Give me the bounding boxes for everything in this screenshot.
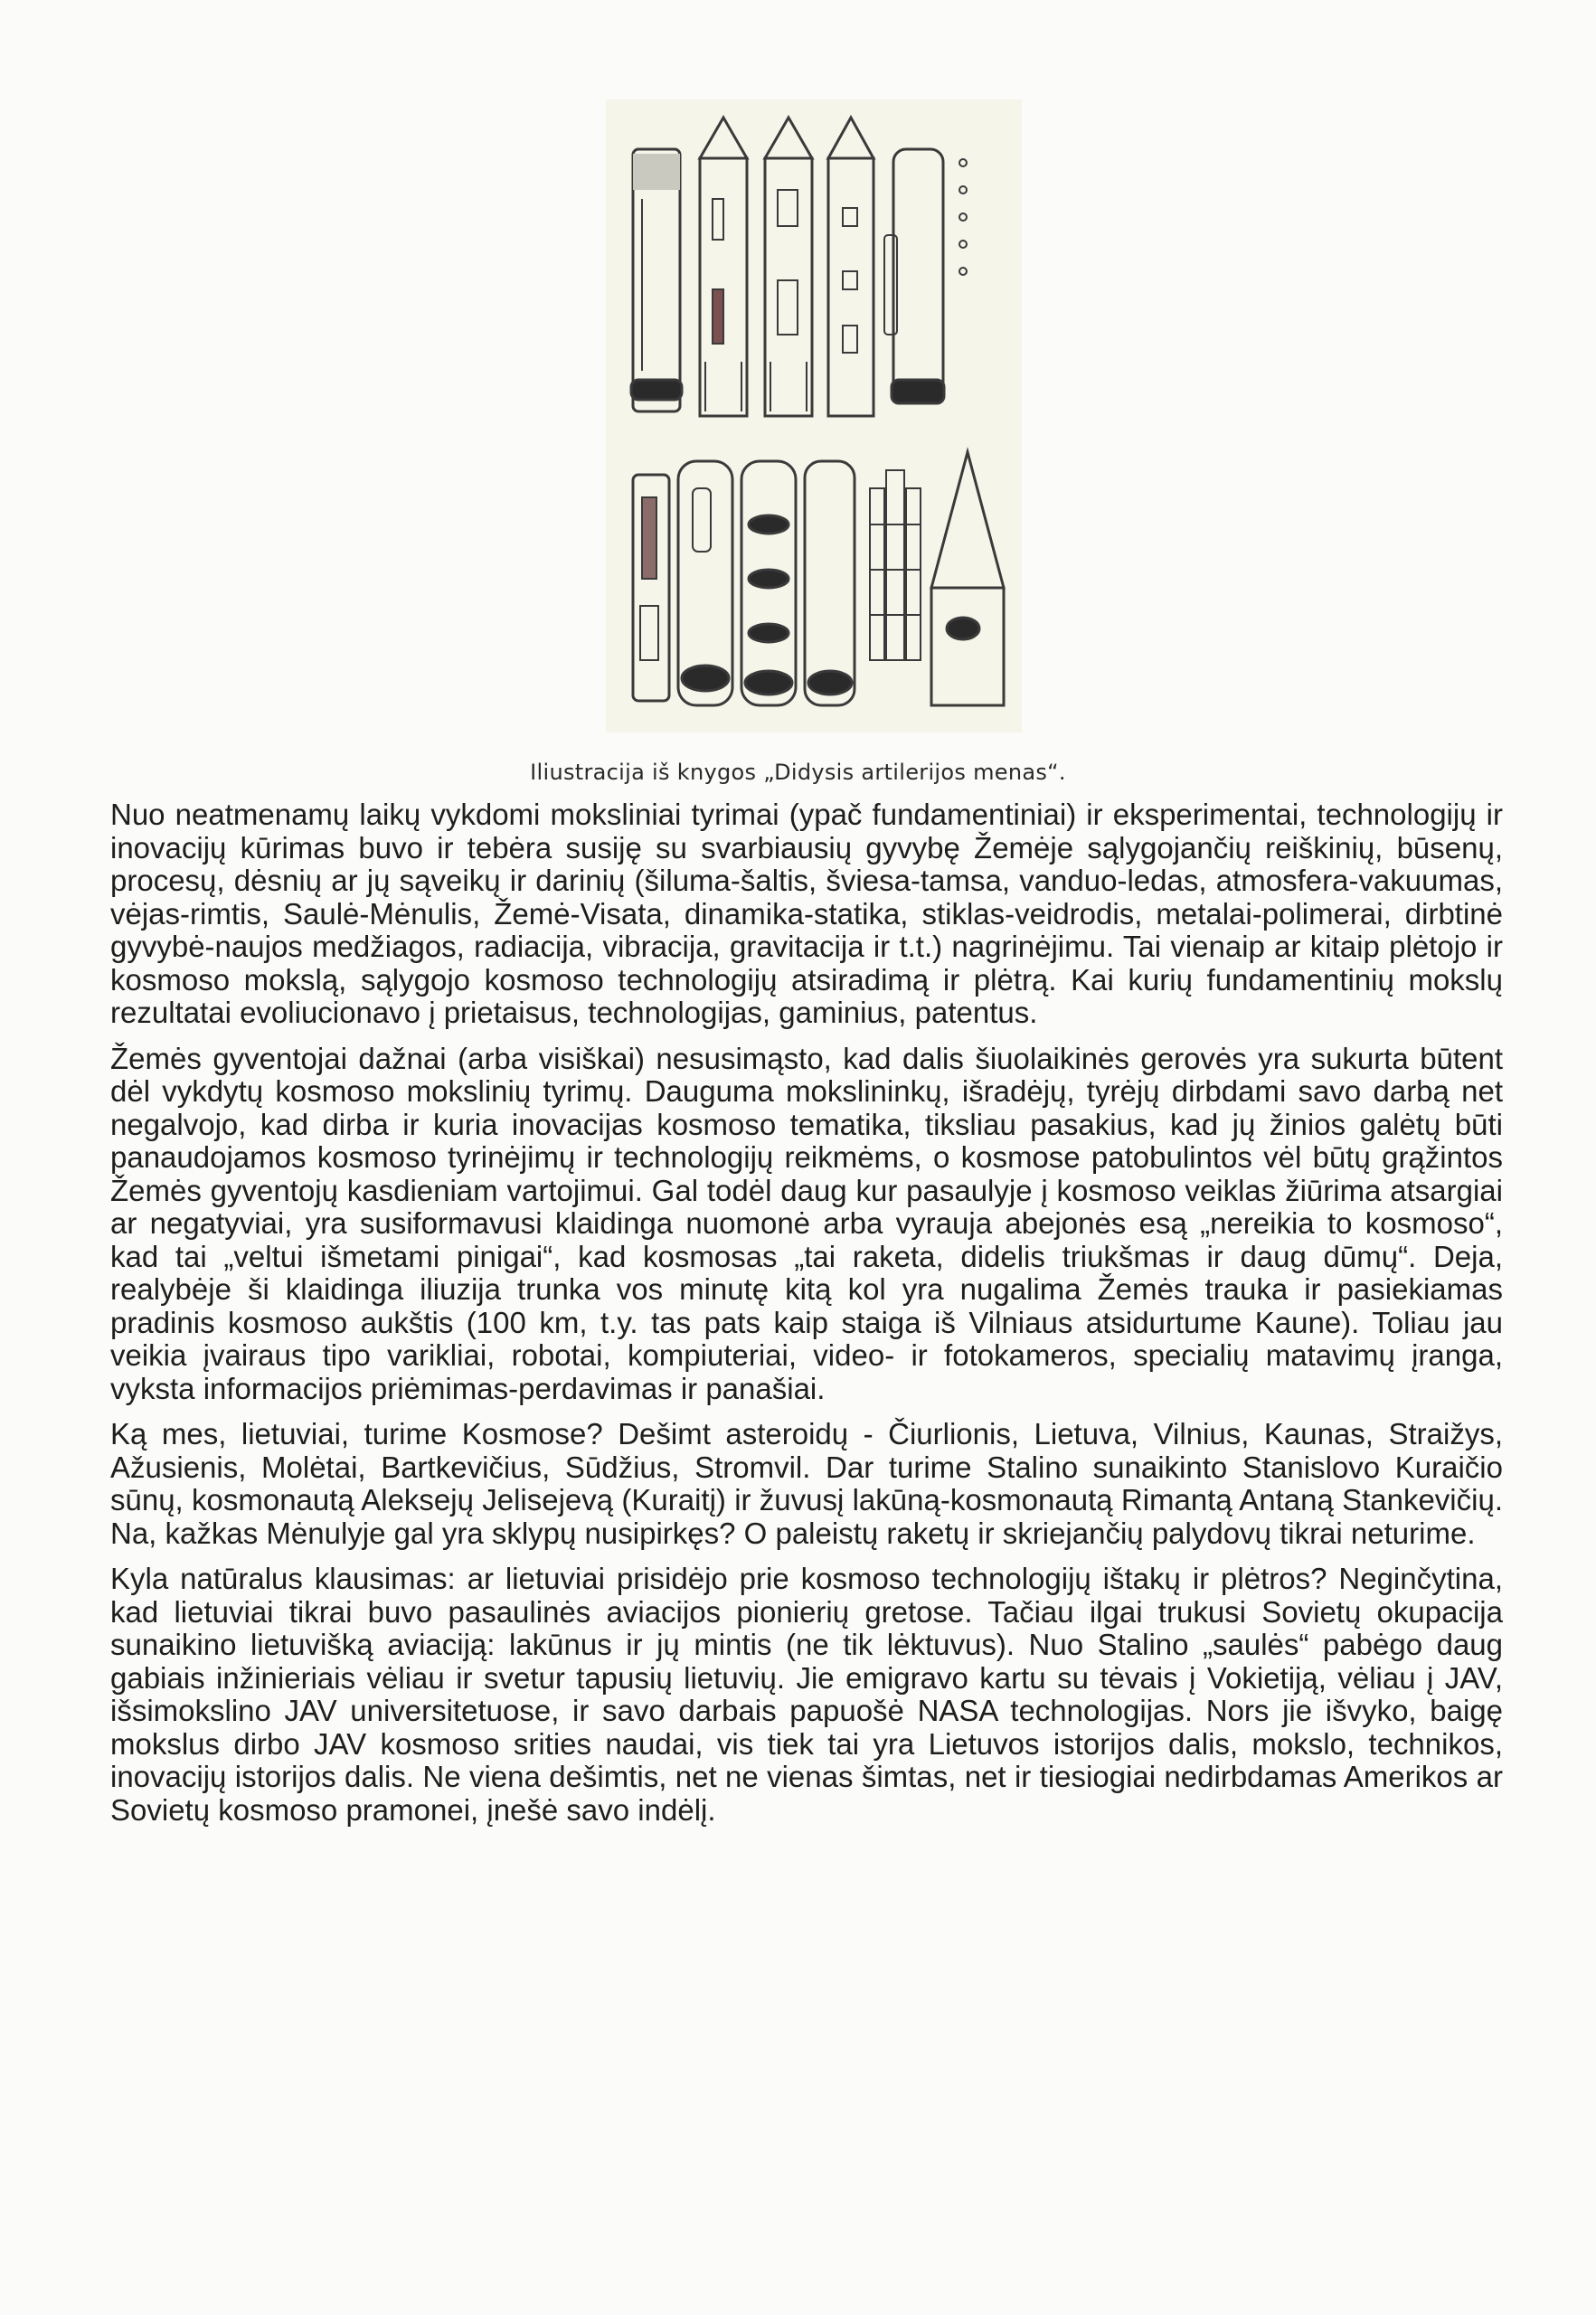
paragraph: Nuo neatmenamų laikų vykdomi moksliniai tyrimai (ypač fundamentiniai) ir eksperimentai, technologijų ir inovacijų kūrimas buvo ir tebėra susiję su svarbiausių gyvybę Žemėje sąlygojančių reiškinių, būsenų, procesų, dėsnių ar jų sąveikų ir darinių (šiluma-šaltis, šviesa-tamsa, vanduo-ledas, atmosfera-vakuumas, vėjas-rimtis, Saulė-Mėnulis, Žemė-Visata, dinamika-statika, stiklas-veidrodis, metalai-polimerai, dirbtinė gyvybė-naujos medžiagos, radiacija, vibracija, gravitacija ir t.t.) nagrinėjimu. Tai vienaip ar kitaip plėtojo ir kosmoso mokslą, sąlygojo kosmoso technologijų atsiradimą ir plėtrą. Kai kurių fundamentinių mokslų rezultatai evoliucionavo į prietaisus, technologijas, gaminius, patentus. — [110, 798, 1503, 1029]
paragraph: Kyla natūralus klausimas: ar lietuviai prisidėjo prie kosmoso technologijų ištakų ir plėtros? Neginčytina, kad lietuviai tikrai buvo pasaulinės aviacijos pionierių gretose. Tačiau ilgai trukusi Sovietų okupacija sunaikino lietuvišką aviaciją: lakūnus ir jų mintis (ne tik lėktuvus). Nuo Stalino „saulės“ pabėgo daug gabiais inžinieriais vėliau ir svetur tapusių lietuvių. Jie emigravo kartu su tėvais į Vokietiją, vėliau į JAV, išsimokslino JAV universitetuose, ir savo darbais papuošė NASA technologijas. Nors jie išvyko, baigę mokslus dirbo JAV kosmoso srities naudai, vis tiek tai yra Lietuvos istorijos dalis, mokslo, technikos, inovacijų istorijos dalis. Ne viena dešimtis, net ne vienas šimtas, net ir tiesiogiai nedirbdamas Amerikos ar Sovietų kosmoso pramonei, įnešė savo indėlį. — [110, 1562, 1503, 1827]
rocket-illustration — [606, 99, 1022, 732]
paragraph: Žemės gyventojai dažnai (arba visiškai) nesusimąsto, kad dalis šiuolaikinės gerovės yra sukurta būtent dėl vykdytų kosmoso mokslinių tyrimų. Dauguma mokslininkų, išradėjų, tyrėjų dirbdami savo darbą net negalvojo, kad dirba ir kuria inovacijas kosmoso tematika, tiksliau pasakius, kad jų žinios galėtų būti panaudojamos kosmoso tyrinėjimų ir technologijų reikmėms, o kosmose patobulintos vėl būtų grąžintos Žemės gyventojų kasdieniam vartojimui. Gal todėl daug kur pasaulyje į kosmoso veiklas žiūrima atsargiai ar negatyviai, yra susiformavusi klaidinga nuomonė arba vyrauja abejonės esą „nereikia to kosmoso“, kad tai „veltui išmetami pinigai“, kad kosmosas „tai raketa, didelis triukšmas ir daug dūmų“. Deja, realybėje ši klaidinga iliuzija trunka vos minutę kitą kol yra nugalima Žemės trauka ir pasiekiamas pradinis kosmoso aukštis (100 km, t.y. tas pats kaip staiga iš Vilniaus atsidurtume Kaune). Toliau jau veikia įvairaus tipo varikliai, robotai, kompiuteriai, video- ir fotokameros, specialių matavimų įranga, vyksta informacijos priėmimas-perdavimas ir panašiai. — [110, 1041, 1503, 1405]
paragraph: Ką mes, lietuviai, turime Kosmose? Dešimt asteroidų - Čiurlionis, Lietuva, Vilnius, Kaunas, Straižys, Ažusienis, Molėtai, Bartkevičius, Sūdžius, Stromvil. Dar turime Stalino sunaikinto Stanislovo Kuraičio sūnų, kosmonautą Aleksejų Jelisejevą (Kuraitį) ir žuvusį lakūną-kosmonautą Rimantą Antaną Stankevičių. Na, kažkas Mėnulyje gal yra sklypų nusipirkęs? O paleistų raketų ir skriejančių palydovų tikrai neturime. — [110, 1417, 1503, 1550]
article-body — [110, 798, 1503, 1839]
figure-caption: Iliustracija iš knygos „Didysis artilerijos menas“. — [530, 760, 1066, 785]
rocket-illustration-drawing — [606, 99, 1022, 732]
